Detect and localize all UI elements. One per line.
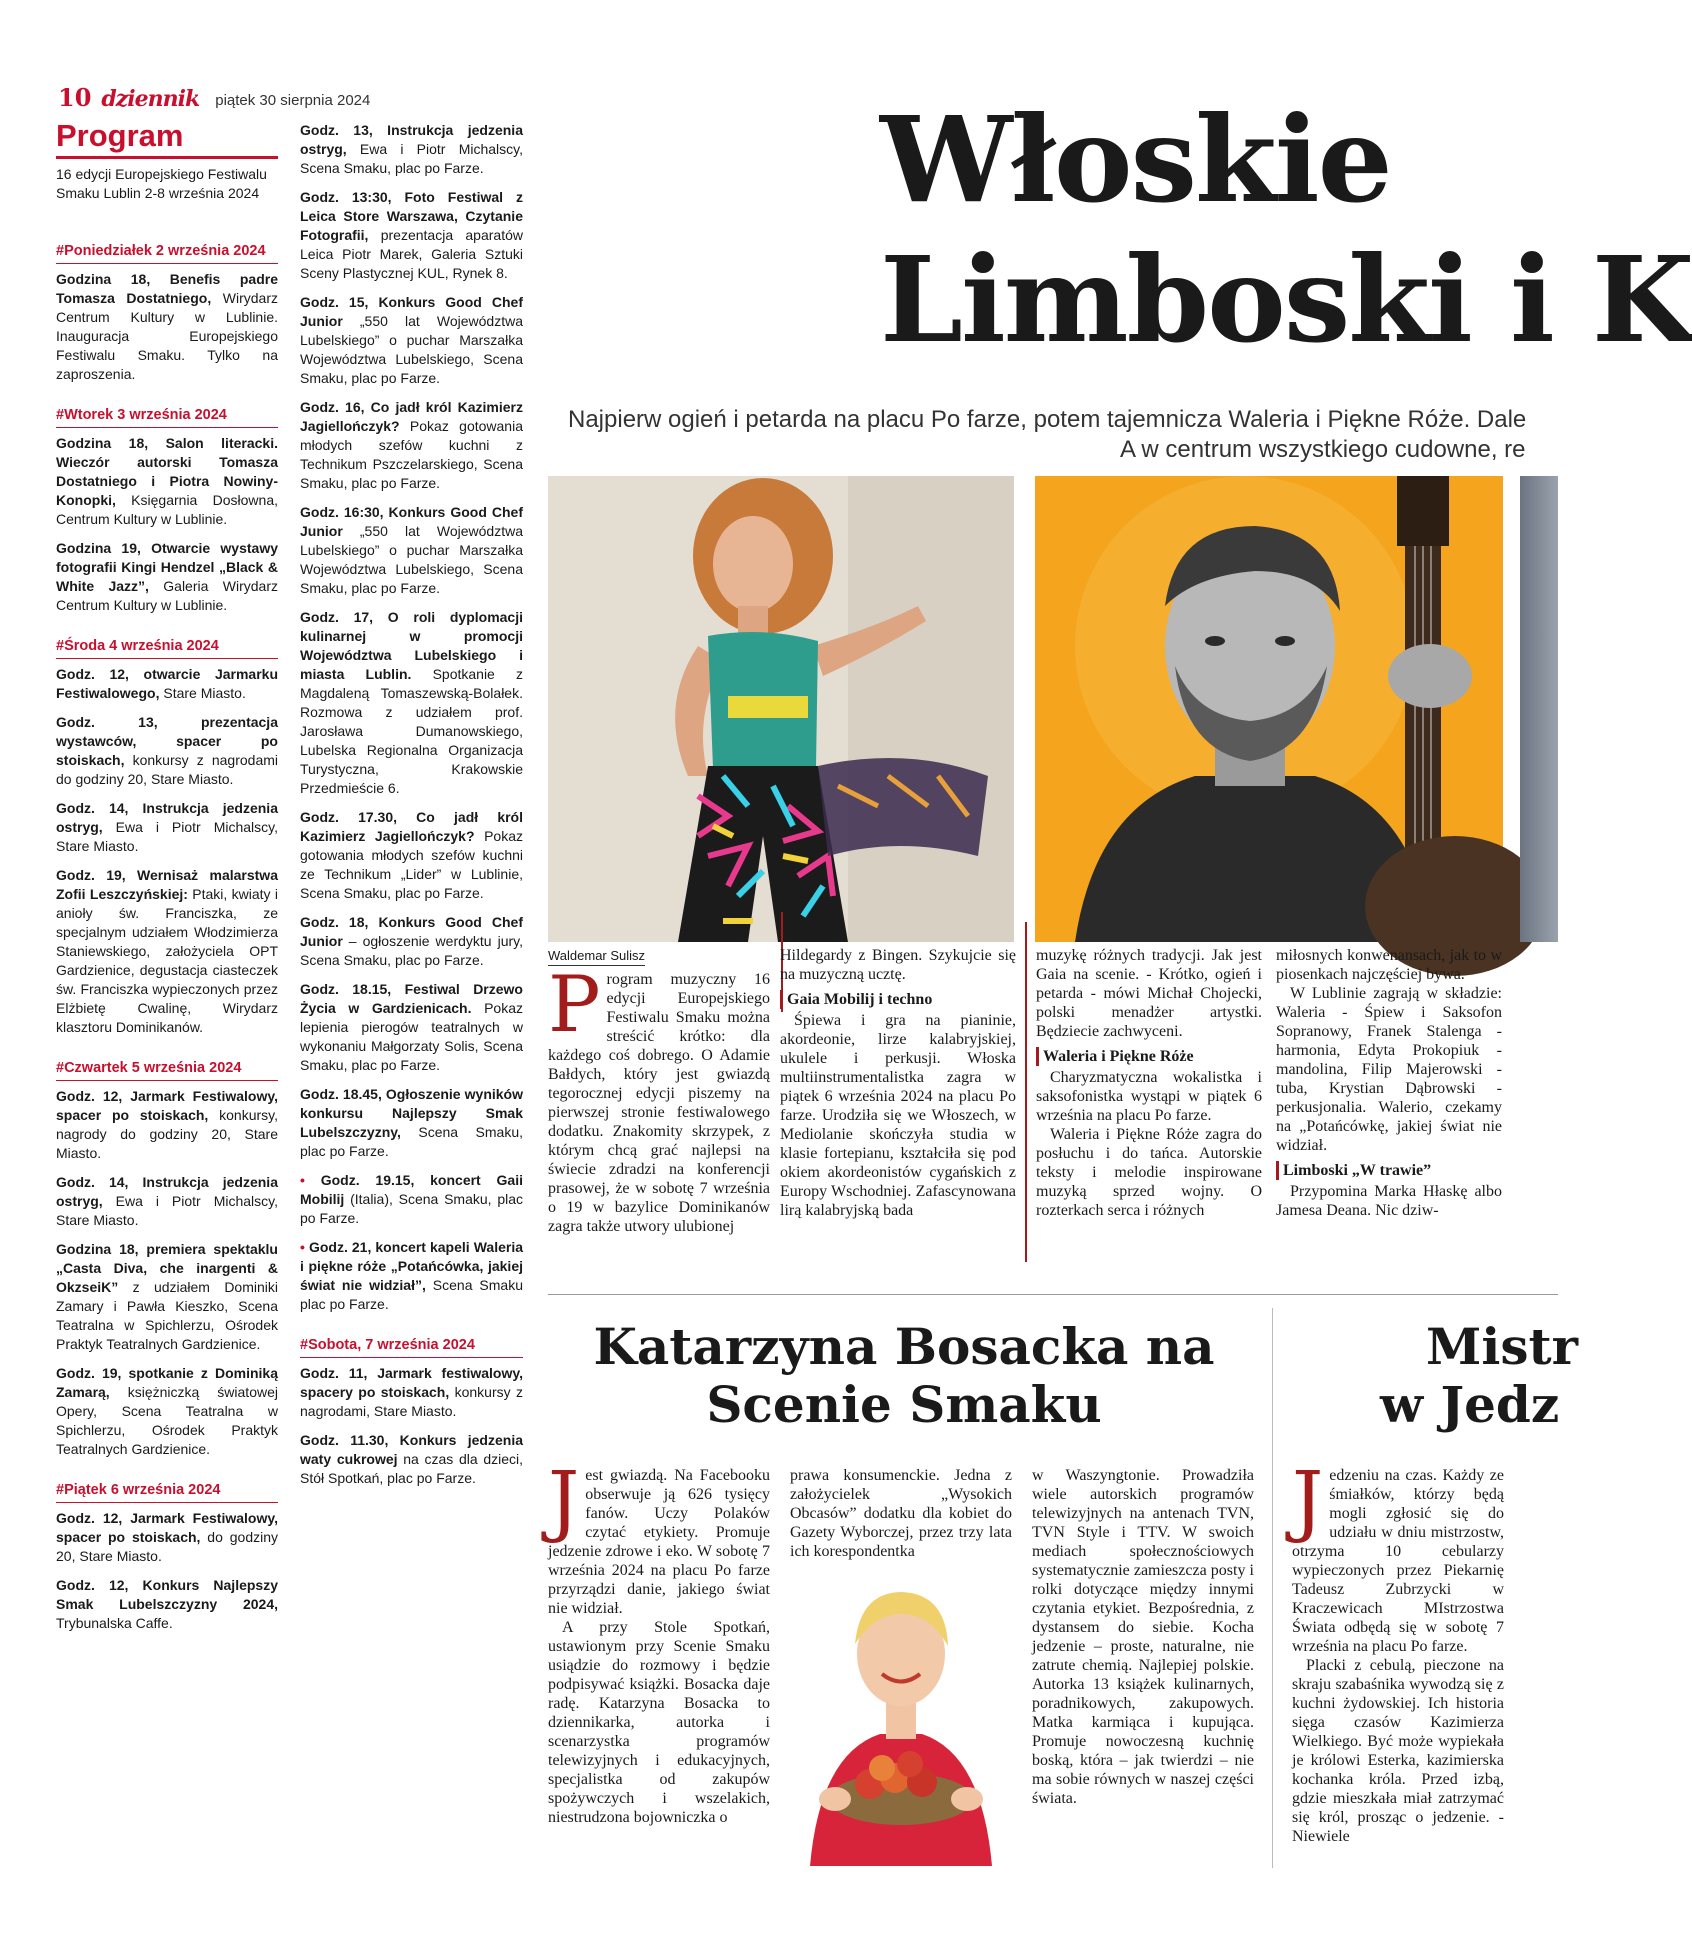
main-headline-line-1: Włoskie — [880, 90, 1391, 229]
program-event — [300, 808, 523, 903]
photo-katarzyna-bosacka — [790, 1574, 1012, 1866]
article-text: Hildegardy z Bingen. Szykujcie się na muzyczną ucztę. — [780, 947, 1016, 983]
program-event-details: „550 lat Województwa Lubelskiego” o puchar Marszałka Województwa Lubelskiego, Scena Smaku, plac po Farze. — [300, 523, 523, 596]
newspaper-logo[interactable]: dziennik — [101, 86, 200, 112]
program-event-details: (Italia), Scena Smaku, plac po Farze. — [300, 1191, 523, 1226]
article-text: edzeniu na czas. Każdy ze śmiałków, którzy będą mogli zgłosić się do udziału w dniu mistrzostw, otrzyma 10 cebularzy wypieczonych przez Piekarnię Tadeusz Zubrzycki w Kraczewicach MIstrzostwa Świata odbędą się w sobotę 7 września na placu Po farze. — [1292, 1467, 1504, 1655]
program-event-details: księżniczką światowej Opery, Scena Teatralna w Spichlerzu, Ośrodek Praktyk Teatralnych Gardzienice. — [56, 1384, 278, 1457]
program-event-title: Godz. 19.15, koncert Gaii Mobilij — [300, 1172, 523, 1207]
program-event — [300, 121, 523, 178]
masthead — [58, 83, 371, 112]
article-text: muzykę różnych tradycji. Jak jest Gaia na scenie. - Krótko, ogień i petarda - mówi Michał Chojecki, polski menadżer artystki. Będziecie zachwyceni. — [1036, 947, 1262, 1040]
program-event — [300, 1085, 523, 1161]
program-event-details: konkursy z nagrodami, Stare Miasto. — [300, 1384, 523, 1419]
article-text: rogram muzyczny 16 edycji Europejskiego Festiwalu Smaku można streścić krótko: dla każdego coś dobrego. O Adamie Bałdych, który jest gwiazdą tegorocznej edycji piszemy na pierwszej stronie festiwalowego dodatku. Znakomity skrzypek, z którym chcą grać najlepsi na świecie zdradzi na konferencji prasowej, że w sobotę 7 września o 19 w bazylice Dominikanów zagra także utwory ulubionej — [548, 971, 770, 1235]
byline: Waldemar Sulisz — [548, 946, 645, 966]
program-event-details: Galeria Wirydarz Centrum Kultury w Lublinie. — [56, 578, 278, 613]
program-event-title: Godz. 11, Jarmark festiwalowy, spacery po stoiskach, — [300, 1365, 523, 1400]
program-event-title: Godzina 18, Benefis padre Tomasza Dostatniego, — [56, 271, 278, 306]
subheading-limboski: Limboski „W trawie” — [1276, 1161, 1502, 1180]
program-event-details: Ewa i Piotr Michalscy, Stare Miasto. — [56, 1193, 278, 1228]
article-column-2 — [780, 946, 1016, 1220]
article-text: Śpiewa i gra na pianinie, akordeonie, lirze kalabryjskiej, ukulele i perkusji. Włoska multiinstrumentalistka zagra w piątek 6 września 2024 na placu Po farze. Urodziła się we Włoszech, w Mediolanie skończyła studia w klasie fortepianu, kształciła się pod okiem akordeonistów cygańskich z Europy Wschodniej. Zafascynowana lirą kalabryjską bada — [780, 1012, 1016, 1219]
section-divider — [548, 1294, 1558, 1295]
program-event-details: Ewa i Piotr Michalscy, Scena Smaku, plac po Farze. — [300, 141, 523, 176]
program-event-title: Godzina 19, Otwarcie wystawy fotografii Kingi Hendzel „Black & White Jazz”, — [56, 540, 278, 594]
program-event — [300, 503, 523, 598]
program-event-title: Godz. 17, O roli dyplomacji kulinarnej w promocji Województwa Lubelskiego i miasta Lublin. — [300, 609, 523, 682]
program-event — [56, 1364, 278, 1459]
program-title-rule — [56, 156, 278, 159]
drop-cap: P — [548, 960, 601, 1050]
program-event-title: Godz. 12, otwarcie Jarmarku Festiwalowego, — [56, 666, 278, 701]
program-event-title: Godz. 16, Co jadł król Kazimierz Jagiellończyk? — [300, 399, 523, 434]
drop-cap: J — [548, 1456, 580, 1546]
program-event-title: Godz. 13, Instrukcja jedzenia ostryg, — [300, 122, 523, 157]
program-event-title: Godz. 18.45, Ogłoszenie wyników konkursu Najlepszy Smak Lubelszczyzny, — [300, 1086, 523, 1140]
program-event-title: Godzina 18, premiera spektaklu „Casta Diva, che inargenti & OkzseiK” — [56, 1241, 278, 1295]
program-event — [300, 188, 523, 283]
program-event — [56, 1240, 278, 1354]
program-event-title: Godz. 17.30, Co jadł król Kazimierz Jagiellończyk? — [300, 809, 523, 844]
program-event-details: Wirydarz Centrum Kultury w Lublinie. Inauguracja Europejskiego Festiwalu Smaku. Tylko na zaproszenia. — [56, 290, 278, 382]
article-text: prawa konsumenckie. Jedna z założycielek „Wysokich Obcasów” dodatku dla kobiet do Gazety Wyborczej, przez trzy lata ich korespondentka — [790, 1467, 1012, 1560]
photo-limboski — [1035, 476, 1503, 942]
program-event-details: Scena Smaku, plac po Farze. — [300, 1124, 523, 1159]
drop-cap: J — [1292, 1456, 1324, 1546]
article-text: miłosnych konwenansach, jak to w piosenkach najczęściej bywa. — [1276, 947, 1502, 983]
mistrz-headline-line-2: w Jedz — [1380, 1375, 1560, 1434]
program-day-heading: #Sobota, 7 września 2024 — [300, 1336, 523, 1358]
program-event — [56, 1087, 278, 1163]
caption-connector — [1025, 922, 1027, 1262]
program-event-details: na czas dla dzieci, Stół Spotkań, plac po Farze. — [300, 1451, 523, 1486]
program-event-title: Godzina 18, Salon literacki. Wieczór autorski Tomasza Dostatniego i Piotra Nowiny-Konopki, — [56, 435, 278, 508]
photo-gaia-illustration — [548, 476, 1014, 942]
program-event — [56, 713, 278, 789]
program-event-title: Godz. 12, Jarmark Festiwalowy, spacer po stoiskach, — [56, 1510, 278, 1545]
main-deck-line-1: Najpierw ogień i petarda na placu Po farze, potem tajemnicza Waleria i Piękne Róże. Dale — [568, 406, 1527, 433]
program-event-details: Księgarnia Dosłowna, Centrum Kultury w Lublinie. — [56, 492, 278, 527]
program-event-details: Pokaz gotowania młodych szefów kuchni z Technikum Pszczelarskiego, Scena Smaku, plac po Farze. — [300, 418, 523, 491]
program-event — [56, 270, 278, 384]
column-divider — [1272, 1308, 1273, 1868]
program-event — [300, 1431, 523, 1488]
program-event-title: Godz. 16:30, Konkurs Good Chef Junior — [300, 504, 523, 539]
program-event-details: Stare Miasto. — [159, 685, 246, 701]
program-event-title: Godz. 14, Instrukcja jedzenia ostryg, — [56, 800, 278, 835]
program-event — [300, 1238, 523, 1314]
bosacka-column-2 — [790, 1466, 1012, 1561]
program-event — [300, 913, 523, 970]
program-event-details: „550 lat Województwa Lubelskiego” o puchar Marszałka Województwa Lubelskiego, Scena Smaku, plac po Farze. — [300, 313, 523, 386]
program-event — [300, 608, 523, 798]
program-event-details: do godziny 20, Stare Miasto. — [56, 1529, 278, 1564]
program-event-details: Pokaz gotowania młodych szefów kuchni ze Technikum „Lider” w Lublinie, Scena Smaku, plac po Farze. — [300, 828, 523, 901]
subheading-gaia: Gaia Mobilij i techno — [780, 990, 1016, 1009]
program-event — [300, 293, 523, 388]
bullet-icon: • — [300, 1239, 309, 1255]
program-event — [300, 398, 523, 493]
article-text: Przypomina Marka Hłaskę albo Jamesa Deana. Nic dziw- — [1276, 1183, 1502, 1219]
subheading-waleria: Waleria i Piękne Róże — [1036, 1047, 1262, 1066]
program-event-title: Godz. 19, Wernisaż malarstwa Zofii Leszczyńskiej: — [56, 867, 278, 902]
program-event-title: Godz. 12, Konkurs Najlepszy Smak Lubelszczyzny 2024, — [56, 1577, 278, 1612]
program-event-details: Scena Smaku plac po Farze. — [300, 1277, 523, 1312]
bosacka-headline: Katarzyna Bosacka na Scenie Smaku — [593, 1317, 1215, 1434]
article-text: W Lublinie zagrają w składzie: Waleria - Śpiew i Saksofon Sopranowy, Franek Stalenga - harmonia, Edyta Prokopiuk - mandolina, Filip Majerowski - tuba, Krystian Dąbrowski - perkusjonalia. Walerio, czekamy na „Potańcówkę, jakiej świat nie widział. — [1276, 985, 1502, 1154]
program-day-heading: #Piątek 6 września 2024 — [56, 1481, 278, 1503]
program-event-details: z udziałem Dominiki Zamary i Pawła Kieszko, Scena Teatralna w Spichlerzu, Ośrodek Praktyk Teatralnych Gardzienice. — [56, 1279, 278, 1352]
article-column-1 — [548, 946, 770, 1236]
program-column-1 — [56, 242, 278, 1643]
program-event-title: Godz. 18, Konkurs Good Chef Junior — [300, 914, 523, 949]
program-event-details: Ptaki, kwiaty i anioły św. Franciszka, ze specjalnym udziałem Włodzimierza Staniewskiego, założyciela OPT Gardzienice, degustacja ciasteczek św. Franciszka wypieczonych przez Elżbietę Cwalinę, Wirydarz klasztoru Dominikanów. — [56, 886, 278, 1035]
page-number: 10 — [58, 83, 92, 112]
program-event — [56, 1509, 278, 1566]
program-event — [300, 980, 523, 1075]
mistrz-headline — [1380, 1318, 1578, 1434]
article-column-4 — [1276, 946, 1502, 1220]
photo-limboski-illustration — [1035, 476, 1503, 942]
article-text: Charyzmatyczna wokalistka i saksofonistka wystąpi w piątek 6 września na placu Po farze. — [1036, 1069, 1262, 1124]
program-event-details: – ogłoszenie werdyktu jury, Scena Smaku, plac po Farze. — [300, 933, 523, 968]
program-event-title: Godz. 18.15, Festiwal Drzewo Życia w Gardzienicach. — [300, 981, 523, 1016]
program-day-heading: #Czwartek 5 września 2024 — [56, 1059, 278, 1081]
article-text: Placki z cebulą, pieczone na skraju szabaśnika wywodzą się z kuchni żydowskiej. Ich historia sięga czasów Kazimierza Wielkiego. Być może wypiekała je królowi Esterka, kazimierska kochanka króla. Przed izbą, gdzie mieszkała miał zatrzymać się król, prosząc o jedzenie. - Niewiele — [1292, 1657, 1504, 1845]
program-event-details: Spotkanie z Magdaleną Tomaszewską-Bolałek. Rozmowa z udziałem prof. Jarosława Dumanowskiego, Lubelska Regionalna Organizacja Turystyczna, Krakowskie Przedmieście 6. — [300, 666, 523, 796]
article-text: A przy Stole Spotkań, ustawionym przy Scenie Smaku usiądzie do rozmowy i będzie podpisywać książki. Bosacka daje radę. Katarzyna Bosacka to dziennikarka, autorka i scenarzystka programów telewizyjnych i edukacyjnych, specjalistka od zakupów spożywczych i wszelakich, niestrudzona bojowniczka o — [548, 1619, 770, 1826]
program-event-title: Godz. 19, spotkanie z Dominiką Zamarą, — [56, 1365, 278, 1400]
program-event — [56, 665, 278, 703]
program-day-heading: #Poniedziałek 2 września 2024 — [56, 242, 278, 264]
program-event — [56, 799, 278, 856]
program-event-title: Godz. 11.30, Konkurs jedzenia waty cukrowej — [300, 1432, 523, 1467]
program-event-details: Trybunalska Caffe. — [56, 1615, 173, 1631]
program-event-details: prezentacja aparatów Leica Piotr Marek, Galeria Sztuki Sceny Plastycznej KUL, Rynek 8. — [300, 227, 523, 281]
program-event — [56, 866, 278, 1037]
program-event — [300, 1171, 523, 1228]
article-text: est gwiazdą. Na Facebooku obserwuje ją 626 tysięcy fanów. Uczy Polaków czytać etykiety. Promuje jedzenie zdrowe i eko. W sobotę 7 września 2024 na placu Po farze przyrządzi danie, jakiego świat nie widział. — [548, 1467, 770, 1617]
program-title: Program — [56, 118, 184, 153]
program-event-title: Godz. 14, Instrukcja jedzenia ostryg, — [56, 1174, 278, 1209]
program-event-title: Godz. 13:30, Foto Festiwal z Leica Store Warszawa, Czytanie Fotografii, — [300, 189, 523, 243]
program-event-details: Ewa i Piotr Michalscy, Stare Miasto. — [56, 819, 278, 854]
article-text: Waleria i Piękne Róże zagra do posłuchu i do tańca. Autorskie teksty i melodie inspirowane muzyką sprzed wojny. O rozterkach serca i różnych — [1036, 1126, 1262, 1219]
program-event-details: konkursy z nagrodami do godziny 20, Stare Miasto. — [56, 752, 278, 787]
main-headline-line-2: Limboski i K — [880, 230, 1692, 369]
program-event-details: konkursy, nagrody do godziny 20, Stare Miasto. — [56, 1107, 278, 1161]
program-event — [56, 539, 278, 615]
program-event-title: Godz. 13, prezentacja wystawców, spacer po stoiskach, — [56, 714, 278, 768]
bullet-icon: • — [300, 1172, 321, 1188]
article-column-3 — [1036, 946, 1262, 1220]
program-event-title: Godz. 21, koncert kapeli Waleria i piękne róże „Potańcówka, jakiej świat nie widział”, — [300, 1239, 523, 1293]
photo-gaia-mobilij — [548, 476, 1014, 942]
article-text: w Waszyngtonie. Prowadziła wiele autorskich programów telewizyjnych na antenach TVN, TVN Style i TTV. W swoich mediach społecznościowych systematycznie zamieszcza posty i rolki dotyczące między innymi czytania etykiet. Bezpośrednia, z dystansem do siebie. Kocha jedzenie – proste, naturalne, nie zatrute chemią. Najlepiej polskie. Autorka 13 książek kulinarnych, poradnikowych, zakupowych. Matka karmiąca i kupująca. Promuje nowoczesną kuchnię boską, która – jak twierdzi – nie ma sobie równych w naszej części świata. — [1032, 1467, 1254, 1807]
program-event — [56, 1576, 278, 1633]
program-event-title: Godz. 15, Konkurs Good Chef Junior — [300, 294, 523, 329]
photo-partial-right — [1520, 476, 1558, 942]
photo-bosacka-illustration — [790, 1574, 1012, 1866]
program-event — [56, 1173, 278, 1230]
program-intro: 16 edycji Europejskiego Festiwalu Smaku Lublin 2-8 września 2024 — [56, 166, 267, 201]
issue-date: piątek 30 sierpnia 2024 — [215, 92, 371, 109]
program-day-heading: #Środa 4 września 2024 — [56, 637, 278, 659]
mistrz-headline-line-1: Mistr — [1426, 1317, 1578, 1376]
program-event-title: Godz. 12, Jarmark Festiwalowy, spacer po stoiskach, — [56, 1088, 278, 1123]
bosacka-column-3 — [1032, 1466, 1254, 1808]
mistrz-column-1 — [1292, 1456, 1504, 1846]
program-column-2 — [300, 121, 523, 1498]
program-day-heading: #Wtorek 3 września 2024 — [56, 406, 278, 428]
program-event-details: Pokaz lepienia pierogów teatralnych w wykonaniu Małgorzaty Solis, Scena Smaku, plac po Farze. — [300, 1000, 523, 1073]
program-event — [56, 434, 278, 529]
main-deck-line-2: A w centrum wszystkiego cudowne, re — [1120, 436, 1526, 463]
bosacka-column-1 — [548, 1456, 770, 1827]
program-event — [300, 1364, 523, 1421]
